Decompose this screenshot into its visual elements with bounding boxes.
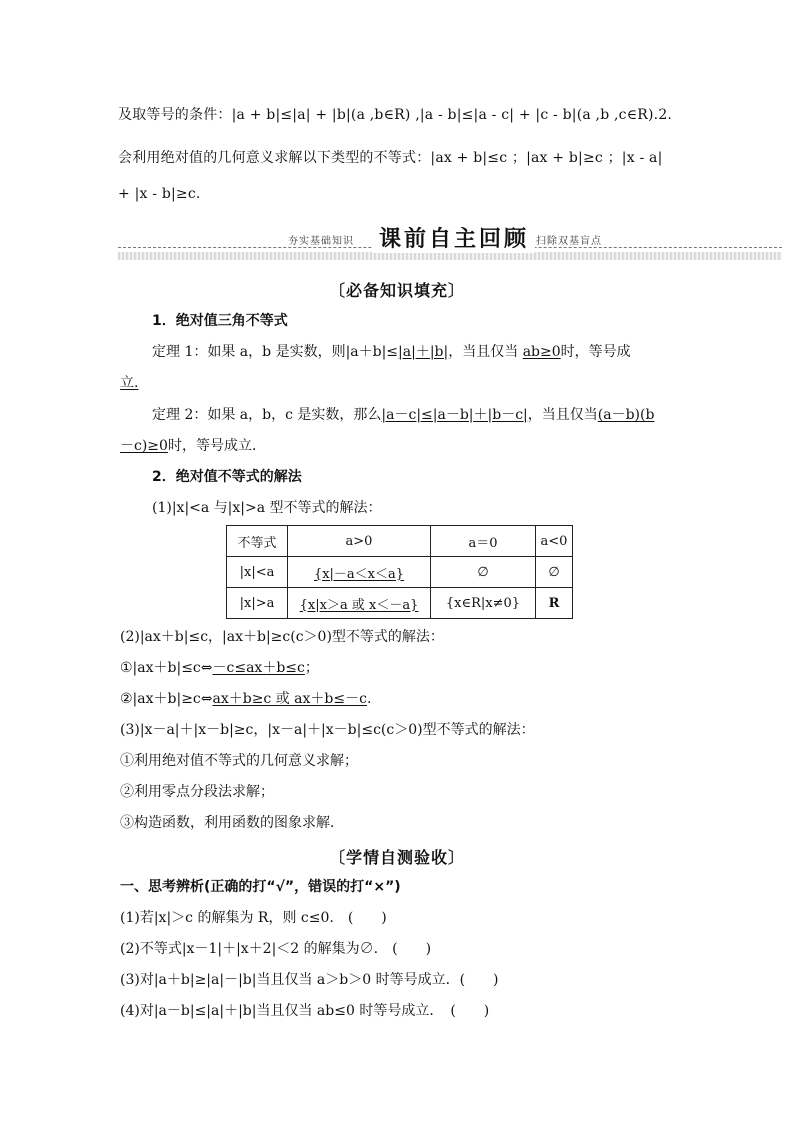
intro-line-1: 及取等号的条件：|a + b|≤|a| + |b|(a ,b∈R) ,|a - b|≤|a - c| + |c - b|(a ,b ,c∈R).2. — [118, 107, 673, 123]
section-title-text: 学情自测验收 — [345, 848, 448, 867]
banner-title: 课前自主回顾 — [373, 222, 535, 253]
theorem1-prefix: 定理 1：如果 a，b 是实数，则|a＋b|≤ — [152, 344, 399, 360]
theorem1-tail — [120, 372, 138, 392]
inequality-solution-table — [226, 525, 573, 619]
intro-line-3: + |x - b|≥c. — [118, 186, 201, 202]
item1-title: 1．绝对值三角不等式 — [152, 313, 288, 329]
table-row — [227, 588, 573, 619]
sub2a-blank: －c≤ax＋b≤c — [212, 660, 305, 676]
table-cell: |x|>a — [227, 588, 288, 619]
sub2-a — [120, 657, 319, 677]
question-4: (4)对|a－b|≤|a|＋|b|当且仅当 ab≤0 时等号成立． ( ) — [120, 1003, 490, 1019]
question-3: (3)对|a＋b|≥|a|－|b|当且仅当 a＞b＞0 时等号成立．( ) — [120, 972, 499, 988]
theorem-2-cont — [120, 435, 266, 455]
table-cell — [288, 557, 431, 588]
theorem1-blank-2: ab≥0 — [522, 344, 561, 360]
table-header-cell: a＝0 — [431, 526, 536, 557]
theorem1-blank-1: |a|＋|b| — [398, 344, 449, 360]
sub2b-blank: ax＋b≥c 或 ax＋b≤－c — [212, 691, 367, 707]
theorem-1 — [152, 341, 631, 361]
banner-left-caption: 夯实基础知识 — [288, 236, 354, 247]
theorem2-suffix: 时，等号成立． — [167, 438, 266, 454]
method-2: ②利用零点分段法求解； — [120, 784, 274, 800]
sub1-text: (1)|x|<a 与|x|>a 型不等式的解法： — [152, 500, 382, 516]
theorem1-suffix: 时，等号成 — [560, 344, 631, 360]
table-cell: ∅ — [536, 557, 573, 588]
section-title-selftest — [0, 845, 794, 868]
sub2-text: (2)|ax＋b|≤c，|ax＋b|≥c(c＞0)型不等式的解法： — [120, 629, 444, 645]
table-header-row — [227, 526, 573, 557]
table-row — [227, 557, 573, 588]
section-title-knowledge — [0, 278, 794, 301]
question-1: (1)若|x|＞c 的解集为 R，则 c≤0. ( ) — [120, 910, 387, 926]
theorem2-blank-1: |a－c|≤|a－b|＋|b－c| — [381, 407, 528, 423]
table-cell — [288, 588, 431, 619]
section-banner — [118, 222, 782, 262]
sub2a-prefix: ①|ax＋b|≤c⇔ — [120, 660, 213, 676]
theorem2-prefix: 定理 2：如果 a，b，c 是实数，那么 — [152, 407, 382, 423]
table-cell: {x∈R|x≠0} — [431, 588, 536, 619]
sub2a-suffix: ； — [304, 660, 319, 676]
sub2b-suffix: . — [366, 691, 372, 707]
item2-title: 2．绝对值不等式的解法 — [152, 469, 302, 485]
question-2: (2)不等式|x－1|＋|x＋2|＜2 的解集为∅. ( ) — [120, 941, 432, 957]
table-cell: ∅ — [431, 557, 536, 588]
theorem1-mid: ，当且仅当 — [448, 344, 523, 360]
table-header-cell: a<0 — [536, 526, 573, 557]
method-1: ①利用绝对值不等式的几何意义求解； — [120, 753, 358, 769]
sub3-text: (3)|x－a|＋|x－b|≥c，|x－a|＋|x－b|≤c(c＞0)型不等式的解法： — [120, 722, 535, 738]
theorem2-blank-2b: －c)≥0 — [120, 438, 168, 454]
method-3: ③构造函数，利用函数的图象求解． — [120, 815, 344, 831]
table-cell: |x|<a — [227, 557, 288, 588]
banner-right-caption: 扫除双基盲点 — [536, 236, 602, 247]
table-header-cell: 不等式 — [227, 526, 288, 557]
intro-line-2: 会利用绝对值的几何意义求解以下类型的不等式：|ax + b|≤c ；|ax + b|≥c ；|x - a| — [118, 150, 663, 166]
theorem1-tail-text: 立. — [120, 375, 139, 391]
table-cell-answer: {x|x＞a 或 x＜－a} — [299, 597, 419, 613]
banner-band — [118, 252, 782, 260]
table-header-cell: a>0 — [288, 526, 431, 557]
table-cell-answer: {x|－a＜x＜a} — [313, 566, 405, 582]
theorem2-blank-2a: (a－b)(b — [597, 407, 655, 423]
section-title-text: 必备知识填充 — [345, 281, 448, 300]
bracket-right-icon: 〕 — [448, 848, 466, 867]
sub2b-prefix: ②|ax＋b|≥c⇔ — [120, 691, 213, 707]
sub2-b — [120, 688, 371, 708]
bracket-left-icon: 〔 — [328, 281, 346, 300]
theorem2-mid: ，当且仅当 — [527, 407, 598, 423]
question-group-title: 一、思考辨析(正确的打“√”，错误的打“×”) — [120, 879, 401, 895]
bracket-right-icon: 〕 — [448, 281, 466, 300]
theorem-2 — [152, 404, 654, 424]
table-cell: R — [536, 588, 573, 619]
bracket-left-icon: 〔 — [328, 848, 346, 867]
